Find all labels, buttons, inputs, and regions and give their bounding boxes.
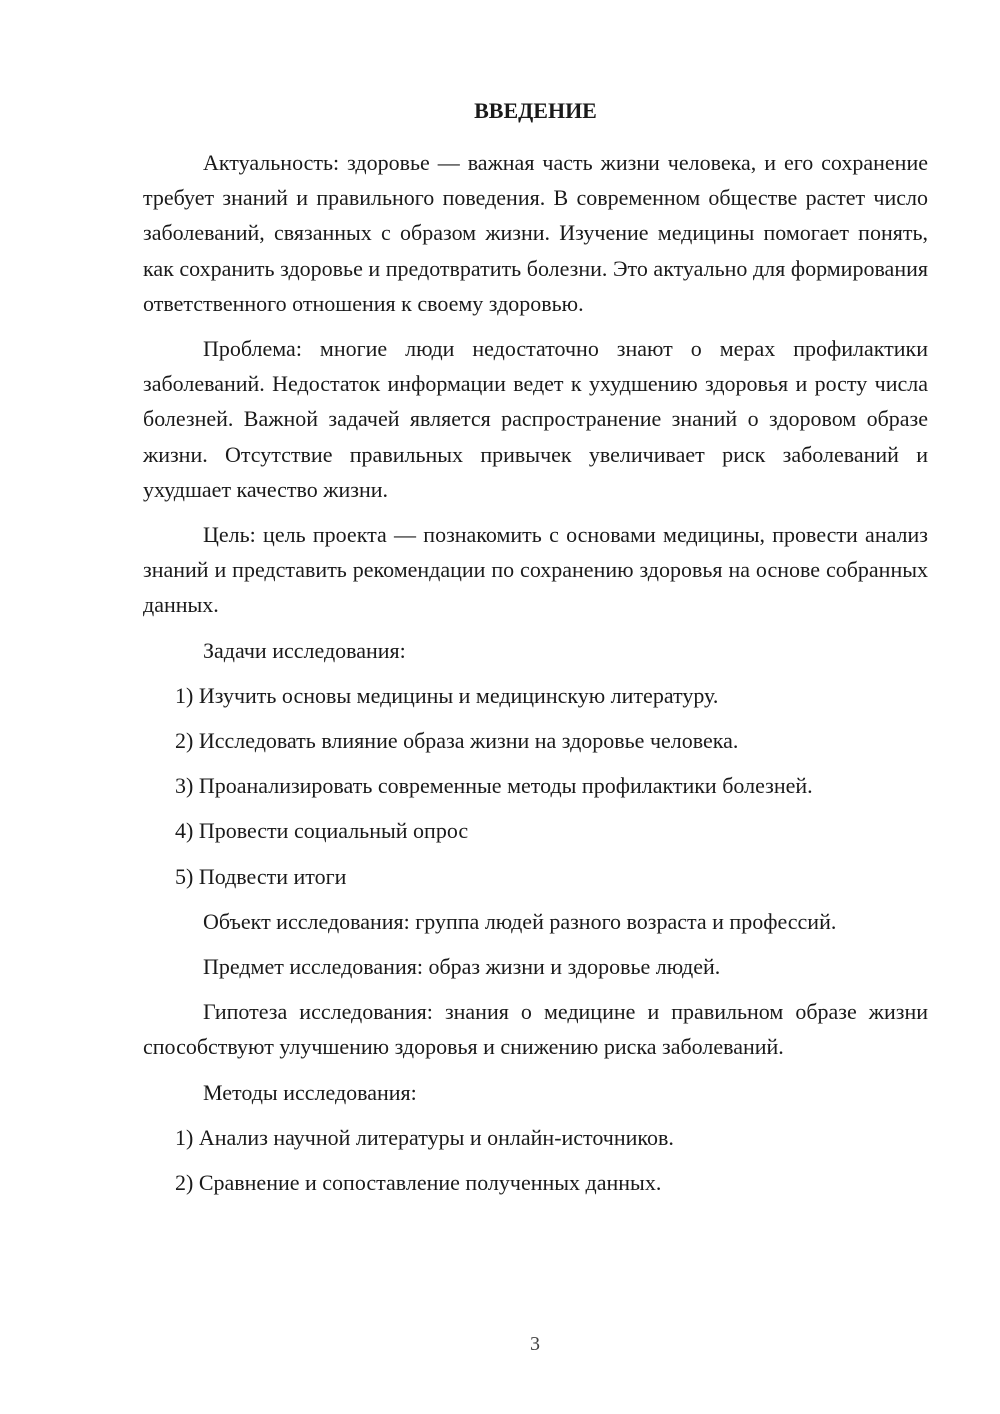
task-item-3: 3) Проанализировать современные методы профилактики болезней.	[175, 773, 813, 799]
page-title: ВВЕДЕНИЕ	[474, 98, 597, 123]
object-paragraph: Объект исследования: группа людей разного возраста и профессий.	[203, 908, 837, 934]
task-item-4: 4) Провести социальный опрос	[175, 818, 469, 844]
task-item-1: 1) Изучить основы медицины и медицинскую литературу.	[175, 682, 719, 708]
hypothesis-paragraph: Гипотеза исследования: знания о медицине и правильном образе жизни способствуют улучшению здоровья и снижению риска заболеваний.	[143, 999, 928, 1060]
relevance-paragraph: Актуальность: здоровье — важная часть жизни человека, и его сохранение требует знаний и правильного поведения. В современном обществе растет число заболеваний, связанных с образом жизни. Изучение медицины помогает понять, как сохранить здоровье и предотвратить болезни. Это актуально для формирования ответственного отношения к своему здоровью.	[143, 150, 928, 316]
goal-paragraph: Цель: цель проекта — познакомить с основами медицины, провести анализ знаний и представить рекомендации по сохранению здоровья на основе собранных данных.	[143, 522, 928, 618]
method-item-2: 2) Сравнение и сопоставление полученных данных.	[175, 1170, 662, 1196]
problem-paragraph: Проблема: многие люди недостаточно знают о мерах профилактики заболеваний. Недостаток информации ведет к ухудшению здоровья и росту числа болезней. Важной задачей является распространение знаний о здоровом образе жизни. Отсутствие правильных привычек увеличивает риск заболеваний и ухудшает качество жизни.	[143, 336, 928, 502]
task-item-2: 2) Исследовать влияние образа жизни на здоровье человека.	[175, 728, 739, 754]
subject-paragraph: Предмет исследования: образ жизни и здоровье людей.	[203, 954, 721, 980]
tasks-heading: Задачи исследования:	[203, 637, 406, 663]
page-number: 3	[530, 1333, 540, 1355]
task-item-5: 5) Подвести итоги	[175, 863, 347, 889]
methods-heading: Методы исследования:	[203, 1079, 417, 1105]
document-page	[143, 96, 928, 1210]
method-item-1: 1) Анализ научной литературы и онлайн-источников.	[175, 1124, 674, 1150]
